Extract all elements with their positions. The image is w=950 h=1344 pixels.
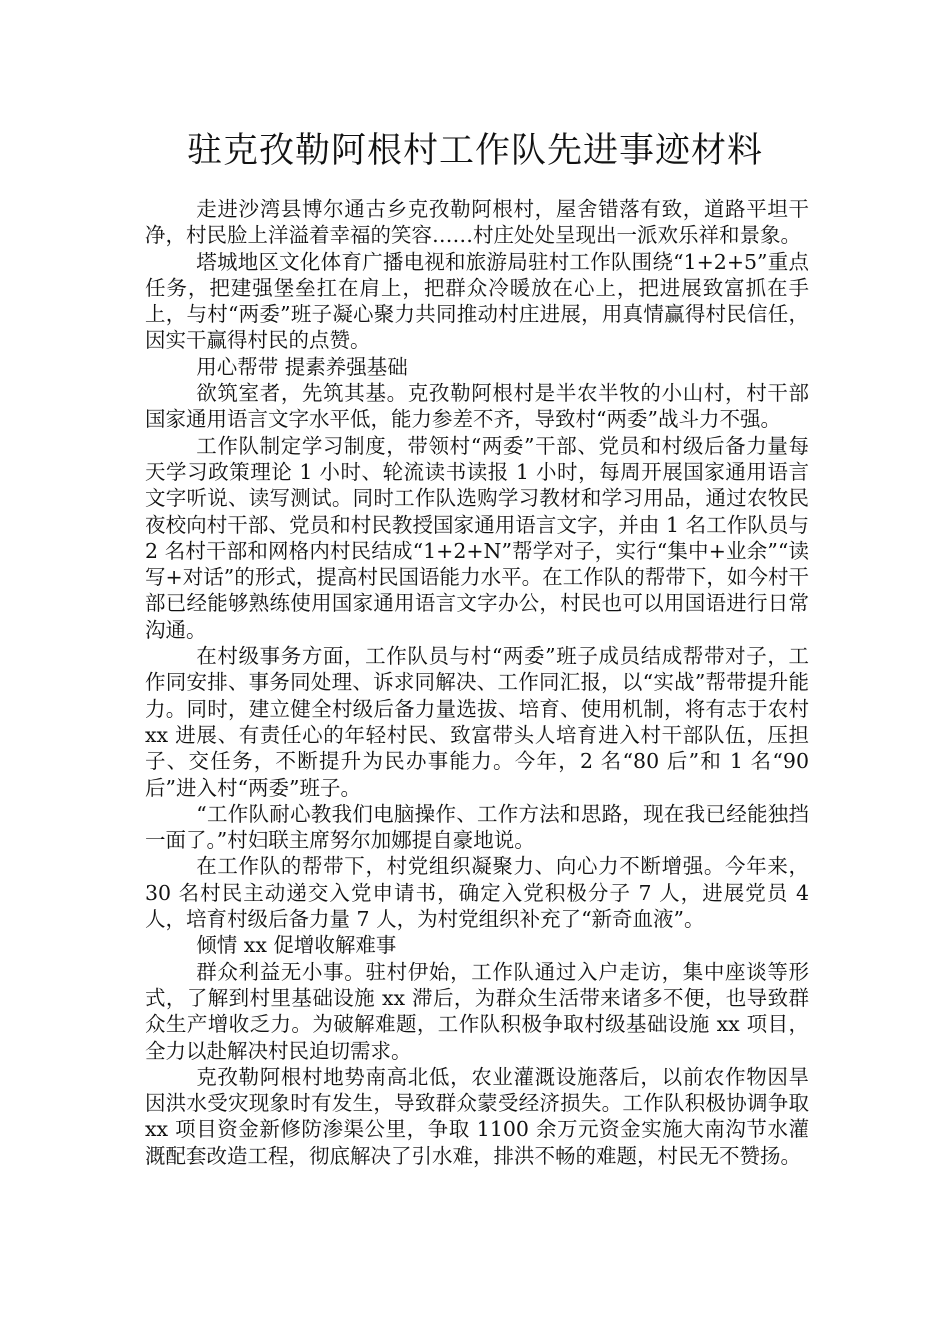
paragraph: 工作队制定学习制度，带领村“两委”干部、党员和村级后备力量每天学习政策理论 1 小时、轮流读书读报 1 小时，每周开展国家通用语言文字听说、读写测试。同时工作队选购学习教材和学习用品，通过农牧民夜校向村干部、党员和村民教授国家通用语言文字，并由 1 名工作队员与 2 名村干部和网格内村民结成“1+2+N”帮学对子，实行“集中+业余”“读写+对话”的形式，提高村民国语能力水平。在工作队的帮带下，如今村干部已经能够熟练使用国家通用语言文字办公，村民也可以用国语进行日常沟通。 (145, 433, 809, 642)
section-heading-1: 用心帮带 提素养强基础 (196, 354, 408, 379)
paragraph: 群众利益无小事。驻村伊始，工作队通过入户走访，集中座谈等形式，了解到村里基础设施 xx 滞后，为群众生活带来诸多不便，也导致群众生产增收乏力。为破解难题，工作队积极争取村级基础设施 xx 项目，全力以赴解决村民迫切需求。 (145, 959, 809, 1063)
document-title: 驻克孜勒阿根村工作队先进事迹材料 (186, 131, 763, 171)
section-heading-2: 倾情 xx 促增收解难事 (196, 933, 397, 958)
document-body (145, 196, 809, 1169)
paragraph: 在村级事务方面，工作队员与村“两委”班子成员结成帮带对子，工作同安排、事务同处理、诉求同解决、工作同汇报，以“实战”帮带提升能力。同时，建立健全村级后备力量选拔、培育、使用机制，将有志于农村 xx 进展、有责任心的年轻村民、致富带头人培育进入村干部队伍，压担子、交任务，不断提升为民办事能力。今年，2 名“80 后”和 1 名“90 后”进入村“两委”班子。 (145, 644, 809, 800)
paragraph: 克孜勒阿根村地势南高北低，农业灌溉设施落后，以前农作物因旱因洪水受灾现象时有发生，导致群众蒙受经济损失。工作队积极协调争取 xx 项目资金新修防渗渠公里，争取 1100 余万元资金实施大南沟节水灌溉配套改造工程，彻底解决了引水难，排洪不畅的难题，村民无不赞扬。 (145, 1064, 809, 1168)
paragraph: 欲筑室者，先筑其基。克孜勒阿根村是半农半牧的小山村，村干部国家通用语言文字水平低，能力参差不齐，导致村“两委”战斗力不强。 (145, 381, 809, 432)
paragraph-quote: “工作队耐心教我们电脑操作、工作方法和思路，现在我已经能独挡一面了。”村妇联主席努尔加娜提自豪地说。 (145, 801, 809, 853)
paragraph-overview: 塔城地区文化体育广播电视和旅游局驻村工作队围绕“1+2+5”重点任务，把建强堡垒扛在肩上，把群众冷暖放在心上，把进展致富抓在手上，与村“两委”班子凝心聚力共同推动村庄进展，用真情赢得村民信任，因实干赢得村民的点赞。 (145, 249, 809, 353)
paragraph: 在工作队的帮带下，村党组织凝聚力、向心力不断增强。今年来，30 名村民主动递交入党申请书，确定入党积极分子 7 人，进展党员 4 人，培育村级后备力量 7 人，为村党组织补充了“新奇血液”。 (145, 854, 809, 932)
paragraph-intro: 走进沙湾县博尔通古乡克孜勒阿根村，屋舍错落有致，道路平坦干净，村民脸上洋溢着幸福的笑容……村庄处处呈现出一派欢乐祥和景象。 (145, 197, 809, 248)
